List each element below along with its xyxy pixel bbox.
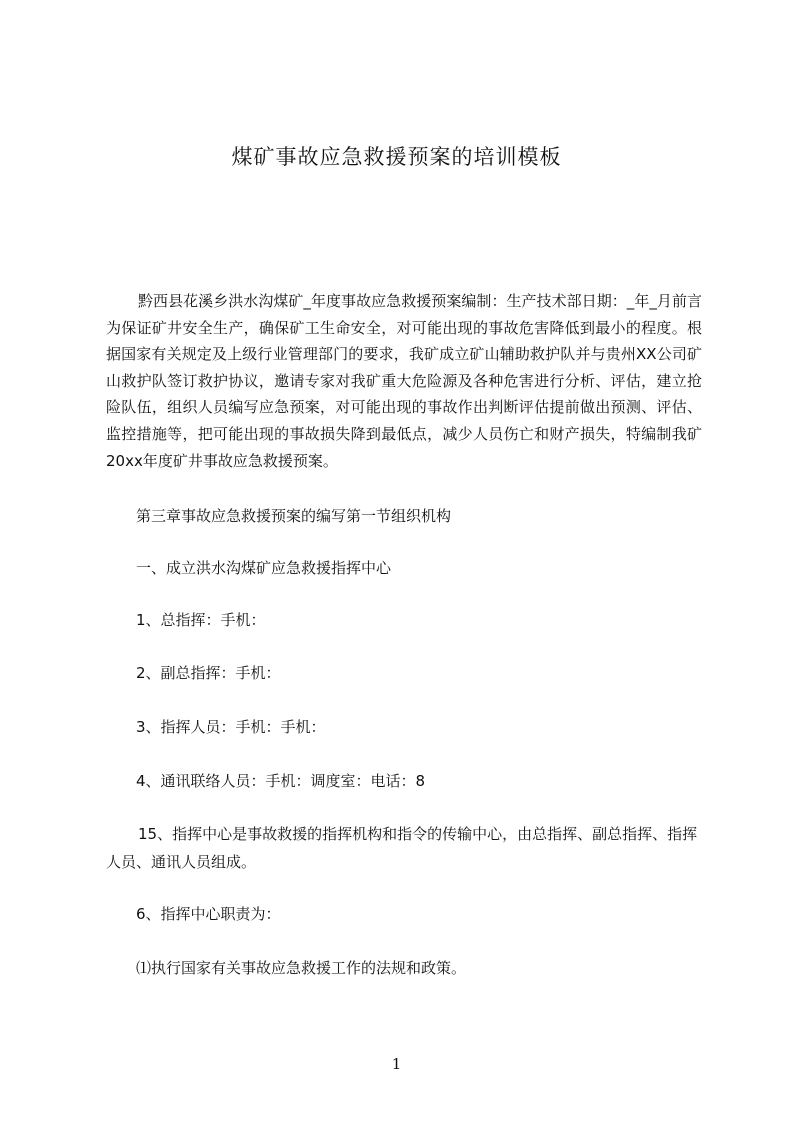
list-item: 2、副总指挥：手机： (136, 664, 281, 682)
intro-paragraph: 黔西县花溪乡洪水沟煤矿_年度事故应急救援预案编制：生产技术部日期：_年_月前言为保证矿井安全生产，确保矿工生命安全，对可能出现的事故危害降低到最小的程度。根据国家有关规定及上级行业管理部门的要求，我矿成立矿山辅助救护队并与贵州XX公司矿山救护队签订救护协议，邀请专家对我矿重大危险源及各种危害进行分析、评估，建立抢险队伍，组织人员编写应急预案，对可能出现的事故作出判断评估提前做出预测、评估、监控措施等，把可能出现的事故损失降到最低点，减少人员伤亡和财产损失，特编制我矿20xx年度矿井事故应急救援预案。 (106, 292, 702, 470)
list-item: 3、指挥人员：手机：手机： (136, 718, 326, 736)
page-number: 1 (391, 1055, 402, 1073)
list-item: 1、总指挥：手机： (136, 611, 266, 629)
list-item: 4、通讯联络人员：手机：调度室：电话：8 (136, 772, 426, 790)
chapter-heading: 第三章事故应急救援预案的编写第一节组织机构 (136, 507, 452, 525)
document-title: 煤矿事故应急救援预案的培训模板 (231, 145, 562, 169)
list-item: 15、指挥中心是事故救援的指挥机构和指令的传输中心，由总指挥、副总指挥、指挥人员、通讯人员组成。 (106, 825, 698, 871)
list-item: ⑴执行国家有关事故应急救援工作的法规和政策。 (136, 959, 467, 977)
list-item: 6、指挥中心职责为： (136, 905, 281, 923)
section-heading: 一、成立洪水沟煤矿应急救援指挥中心 (136, 559, 392, 577)
